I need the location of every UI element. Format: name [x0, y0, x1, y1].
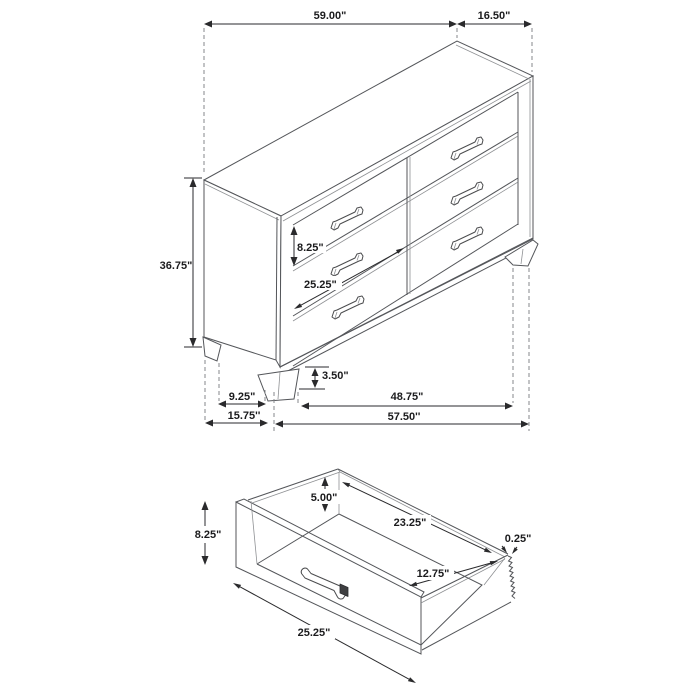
- dim-label-side-depth: 15.75'': [227, 410, 261, 422]
- dim-label-leg-height: 3.50": [322, 370, 349, 382]
- drawer-figure: [193, 469, 535, 683]
- dim-label-drawer-front-width: 25.25": [304, 279, 337, 291]
- dim-drawer-front-height-detail: [193, 501, 224, 565]
- dim-label-drawer-inner-height: 5.00": [310, 492, 338, 504]
- dim-top-width: [204, 10, 457, 28]
- dresser-figure: [160, 10, 538, 431]
- dim-front-width: [275, 411, 529, 428]
- dim-label-front-width: 57.50'': [387, 411, 421, 423]
- dim-label-drawer-inner-depth: 12.75": [416, 568, 450, 580]
- drawer-back-panel-thickness: [340, 472, 505, 557]
- dim-leg-height: [299, 367, 354, 389]
- dim-drawer-inner-length: [342, 482, 492, 553]
- dim-drawer-side-thickness: [501, 531, 535, 554]
- dim-label-front-inner-width: 48.75": [390, 391, 424, 403]
- dim-height: [160, 178, 202, 347]
- dim-leg-gap: [218, 391, 266, 408]
- dim-drawer-inner-height: [309, 477, 340, 512]
- dim-label-top-depth: 16.50": [477, 10, 511, 22]
- dim-label-drawer-front-width: 25.25": [297, 627, 331, 639]
- dim-label-leg-gap: 9.25": [228, 391, 256, 403]
- dim-label-drawer-front-height: 8.25": [297, 242, 324, 254]
- dim-label-drawer-inner-length: 23.25": [393, 517, 427, 529]
- dim-front-inner-width: [301, 391, 513, 410]
- dim-side-depth: [205, 410, 268, 427]
- drawer-dovetail-joint-edge: [508, 556, 515, 599]
- dim-label-top-width: 59.00": [313, 10, 347, 22]
- dim-label-height: 36.75": [159, 260, 193, 272]
- drawer-right-side-thickness: [421, 559, 505, 603]
- dim-label-drawer-side-thickness: 0.25": [504, 533, 532, 545]
- dim-top-depth: [457, 10, 532, 28]
- drawer-back-panel-top: [338, 469, 508, 554]
- dim-label-drawer-height: 8.25": [194, 529, 222, 541]
